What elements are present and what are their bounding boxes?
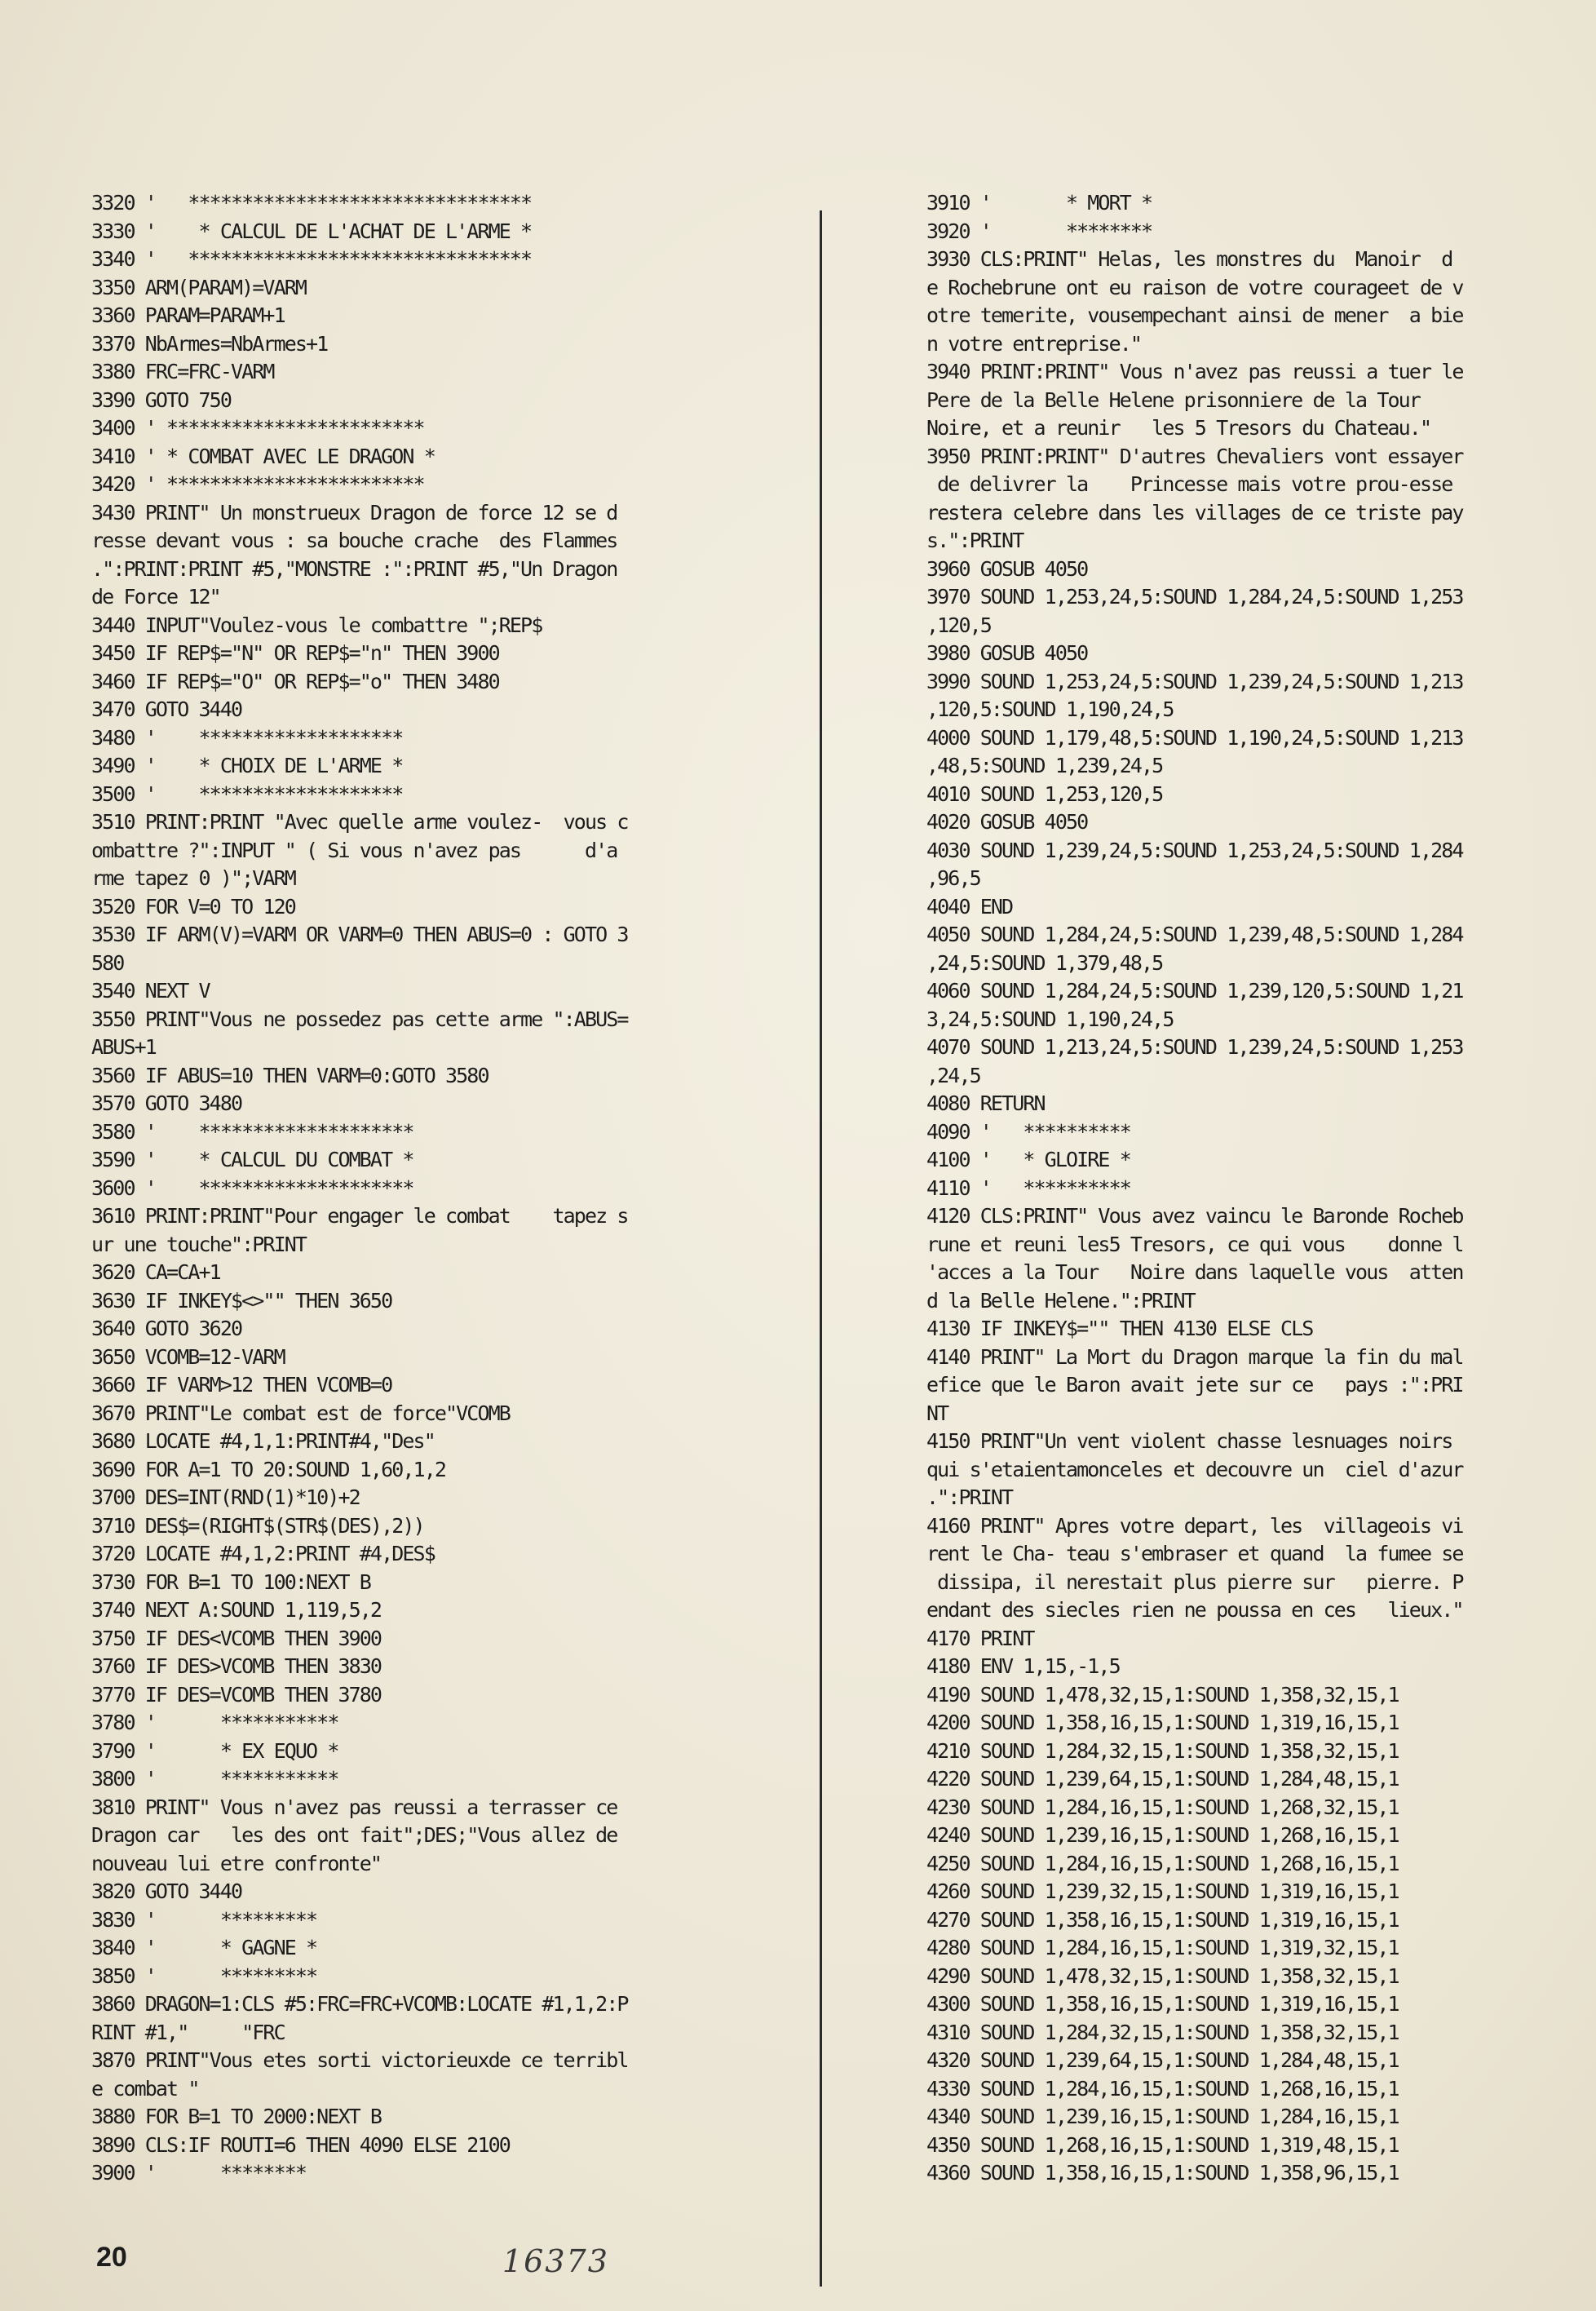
listing-line: nouveau lui etre confronte" <box>91 1851 382 1875</box>
listing-line: 4100 ' * GLOIRE * <box>926 1148 1130 1171</box>
listing-line: 'acces a la Tour Noire dans laquelle vous atten <box>926 1260 1463 1284</box>
listing-line: endant des siecles rien ne poussa en ces lieux." <box>926 1598 1463 1622</box>
listing-line: ur une touche":PRINT <box>91 1232 307 1256</box>
page-number: 20 <box>96 2242 127 2273</box>
listing-line: 4190 SOUND 1,478,32,15,1:SOUND 1,358,32,15,1 <box>926 1682 1399 1707</box>
listing-line: 4000 SOUND 1,179,48,5:SOUND 1,190,24,5:SOUND 1,213 <box>926 725 1463 750</box>
listing-line: 3750 IF DES<VCOMB THEN 3900 <box>91 1626 382 1650</box>
listing-line: 3520 FOR V=0 TO 120 <box>91 894 295 919</box>
listing-line: 3900 ' ******** <box>91 2161 307 2185</box>
listing-line: 3890 CLS:IF ROUTI=6 THEN 4090 ELSE 2100 <box>91 2132 510 2157</box>
listing-line: 3370 NbArmes=NbArmes+1 <box>91 331 328 356</box>
listing-line: 3540 NEXT V <box>91 979 210 1003</box>
listing-line: 4360 SOUND 1,358,16,15,1:SOUND 1,358,96,15,1 <box>926 2161 1399 2185</box>
listing-line: 4130 IF INKEY$="" THEN 4130 ELSE CLS <box>926 1317 1313 1340</box>
listing-line: 3450 IF REP$="N" OR REP$="n" THEN 3900 <box>91 641 499 665</box>
listing-line: ,120,5:SOUND 1,190,24,5 <box>926 697 1174 721</box>
listing-line: 3510 PRINT:PRINT "Avec quelle arme voulez- vous c <box>91 810 628 834</box>
listing-line: 4060 SOUND 1,284,24,5:SOUND 1,239,120,5:SOUND 1,21 <box>926 979 1463 1003</box>
listing-line: ABUS+1 <box>91 1035 156 1059</box>
listing-line: 4340 SOUND 1,239,16,15,1:SOUND 1,284,16,15,1 <box>926 2105 1399 2128</box>
listing-line: 4070 SOUND 1,213,24,5:SOUND 1,239,24,5:SOUND 1,253 <box>926 1035 1463 1059</box>
listing-line: 3470 GOTO 3440 <box>91 697 242 721</box>
listing-line: e combat " <box>91 2076 199 2101</box>
listing-line: 4310 SOUND 1,284,32,15,1:SOUND 1,358,32,15,1 <box>926 2020 1399 2044</box>
listing-line: de delivrer la Princesse mais votre prou-esse <box>926 472 1452 496</box>
listing-line: 3570 GOTO 3480 <box>91 1091 242 1115</box>
listing-line: 4230 SOUND 1,284,16,15,1:SOUND 1,268,32,15,1 <box>926 1795 1399 1819</box>
listing-line: 3400 ' ************************ <box>91 416 424 440</box>
listing-line: de Force 12" <box>91 585 220 609</box>
listing-line: 4270 SOUND 1,358,16,15,1:SOUND 1,319,16,15,1 <box>926 1907 1399 1932</box>
listing-line: 3,24,5:SOUND 1,190,24,5 <box>926 1007 1174 1031</box>
listing-line: 3930 CLS:PRINT" Helas, les monstres du Manoir d <box>926 247 1452 271</box>
listing-line: 3780 ' *********** <box>91 1711 338 1734</box>
listing-line: resse devant vous : sa bouche crache des Flammes <box>91 529 617 552</box>
listing-line: qui s'etaientamonceles et decouvre un ciel d'azur <box>926 1457 1463 1481</box>
listing-line: 4280 SOUND 1,284,16,15,1:SOUND 1,319,32,15,1 <box>926 1936 1399 1959</box>
listing-line: RINT #1," "FRC <box>91 2020 285 2044</box>
listing-line: 3460 IF REP$="O" OR REP$="o" THEN 3480 <box>91 669 499 693</box>
listing-line: 3320 ' ******************************** <box>91 191 532 215</box>
listing-line: ,48,5:SOUND 1,239,24,5 <box>926 754 1163 777</box>
listing-line: 3850 ' ********* <box>91 1963 317 1988</box>
listing-line: 3960 GOSUB 4050 <box>926 556 1088 581</box>
handwritten-annotation: 16373 <box>502 2243 609 2279</box>
listing-line: 3950 PRINT:PRINT" D'autres Chevaliers vont essayer <box>926 444 1463 468</box>
listing-line: 4140 PRINT" La Mort du Dragon marque la fin du mal <box>926 1344 1463 1369</box>
listing-line: 3430 PRINT" Un monstrueux Dragon de force 12 se d <box>91 500 617 525</box>
listing-line: rent le Cha- teau s'embraser et quand la fumee se <box>926 1542 1463 1565</box>
listing-line: 3500 ' ******************* <box>91 781 403 806</box>
listing-line: 580 <box>91 950 124 975</box>
listing-line: 4240 SOUND 1,239,16,15,1:SOUND 1,268,16,15,1 <box>926 1823 1399 1847</box>
listing-line: ,24,5 <box>926 1063 980 1087</box>
listing-line: dissipa, il nerestait plus pierre sur pierre. P <box>926 1569 1463 1594</box>
listing-line: 3720 LOCATE #4,1,2:PRINT #4,DES$ <box>91 1542 435 1565</box>
listing-line: 4320 SOUND 1,239,64,15,1:SOUND 1,284,48,15,1 <box>926 2048 1399 2072</box>
listing-line: 3340 ' ******************************** <box>91 247 532 271</box>
listing-line: 3810 PRINT" Vous n'avez pas reussi a terrasser ce <box>91 1795 617 1819</box>
listing-line: 3730 FOR B=1 TO 100:NEXT B <box>91 1569 370 1594</box>
listing-line: 4200 SOUND 1,358,16,15,1:SOUND 1,319,16,15,1 <box>926 1711 1399 1734</box>
listing-line: Noire, et a reunir les 5 Tresors du Chateau." <box>926 416 1431 440</box>
listing-line: ,120,5 <box>926 613 991 637</box>
listing-line: 4020 GOSUB 4050 <box>926 810 1088 834</box>
listing-line: Pere de la Belle Helene prisonniere de la Tour <box>926 387 1420 412</box>
listing-line: 4010 SOUND 1,253,120,5 <box>926 781 1163 806</box>
listing-line: 3630 IF INKEY$<>"" THEN 3650 <box>91 1288 392 1313</box>
listing-line: 3330 ' * CALCUL DE L'ACHAT DE L'ARME * <box>91 219 532 243</box>
listing-line: 3680 LOCATE #4,1,1:PRINT#4,"Des" <box>91 1429 435 1453</box>
listing-line: n votre entreprise." <box>926 331 1142 356</box>
listing-line: 3660 IF VARM>12 THEN VCOMB=0 <box>91 1373 392 1397</box>
listing-line: 4290 SOUND 1,478,32,15,1:SOUND 1,358,32,15,1 <box>926 1963 1399 1988</box>
listing-line: 3410 ' * COMBAT AVEC LE DRAGON * <box>91 444 435 468</box>
listing-line: 4030 SOUND 1,239,24,5:SOUND 1,253,24,5:SOUND 1,284 <box>926 838 1463 862</box>
listing-line: .":PRINT:PRINT #5,"MONSTRE :":PRINT #5,"Un Dragon <box>91 556 617 581</box>
listing-line: 4210 SOUND 1,284,32,15,1:SOUND 1,358,32,15,1 <box>926 1738 1399 1763</box>
listing-line: 3650 VCOMB=12-VARM <box>91 1344 285 1369</box>
listing-line: s.":PRINT <box>926 529 1023 552</box>
listing-line: 4080 RETURN <box>926 1091 1045 1115</box>
listing-line: 3970 SOUND 1,253,24,5:SOUND 1,284,24,5:SOUND 1,253 <box>926 585 1463 609</box>
listing-line: 4330 SOUND 1,284,16,15,1:SOUND 1,268,16,15,1 <box>926 2076 1399 2101</box>
listing-line: 3770 IF DES=VCOMB THEN 3780 <box>91 1682 382 1707</box>
listing-line: 3620 CA=CA+1 <box>91 1260 220 1284</box>
listing-line: 3980 GOSUB 4050 <box>926 641 1088 665</box>
listing-line: efice que le Baron avait jete sur ce pays :":PRI <box>926 1373 1463 1397</box>
listing-line: ,96,5 <box>926 866 980 890</box>
column-divider <box>820 210 822 2287</box>
listing-line: 4260 SOUND 1,239,32,15,1:SOUND 1,319,16,15,1 <box>926 1879 1399 1903</box>
listing-line: 3350 ARM(PARAM)=VARM <box>91 275 307 299</box>
listing-line: e Rochebrune ont eu raison de votre courageet de v <box>926 275 1463 299</box>
listing-line: 4180 ENV 1,15,-1,5 <box>926 1654 1120 1678</box>
listing-line: 4300 SOUND 1,358,16,15,1:SOUND 1,319,16,15,1 <box>926 1992 1399 2016</box>
listing-left-column <box>91 189 719 2188</box>
listing-line: 4110 ' ********** <box>926 1175 1130 1200</box>
listing-line: 4150 PRINT"Un vent violent chasse lesnuages noirs <box>926 1429 1452 1453</box>
listing-line: 4050 SOUND 1,284,24,5:SOUND 1,239,48,5:SOUND 1,284 <box>926 923 1463 946</box>
listing-line: 4040 END <box>926 894 1013 919</box>
listing-line: 3820 GOTO 3440 <box>91 1879 242 1903</box>
listing-line: 3910 ' * MORT * <box>926 191 1152 215</box>
listing-line: 3490 ' * CHOIX DE L'ARME * <box>91 754 403 777</box>
listing-line: 3600 ' ******************** <box>91 1175 413 1200</box>
listing-line: 3440 INPUT"Voulez-vous le combattre ";REP$ <box>91 613 542 637</box>
listing-line: 3710 DES$=(RIGHT$(STR$(DES),2)) <box>91 1513 424 1538</box>
listing-line: 3700 DES=INT(RND(1)*10)+2 <box>91 1485 360 1509</box>
listing-line: 3480 ' ******************* <box>91 725 403 750</box>
listing-line: 4170 PRINT <box>926 1626 1034 1650</box>
listing-line: 3940 PRINT:PRINT" Vous n'avez pas reussi a tuer le <box>926 360 1463 383</box>
listing-line: 4220 SOUND 1,239,64,15,1:SOUND 1,284,48,15,1 <box>926 1767 1399 1791</box>
listing-line: 3530 IF ARM(V)=VARM OR VARM=0 THEN ABUS=0 : GOTO 3 <box>91 923 628 946</box>
listing-line: NT <box>926 1401 948 1425</box>
listing-line: 4090 ' ********** <box>926 1119 1130 1144</box>
listing-line: rme tapez 0 )";VARM <box>91 866 295 890</box>
listing-line: 3640 GOTO 3620 <box>91 1317 242 1340</box>
listing-line: ,24,5:SOUND 1,379,48,5 <box>926 950 1163 975</box>
listing-line: 3610 PRINT:PRINT"Pour engager le combat tapez s <box>91 1204 628 1228</box>
listing-line: 3830 ' ********* <box>91 1907 317 1932</box>
listing-line: 3870 PRINT"Vous etes sorti victorieuxde ce terribl <box>91 2048 628 2072</box>
listing-right-column <box>926 189 1558 2188</box>
listing-line: 3390 GOTO 750 <box>91 387 231 412</box>
listing-line: 3360 PARAM=PARAM+1 <box>91 303 285 327</box>
listing-line: 3920 ' ******** <box>926 219 1152 243</box>
listing-line: 3550 PRINT"Vous ne possedez pas cette arme ":ABUS= <box>91 1007 628 1031</box>
listing-line: 3860 DRAGON=1:CLS #5:FRC=FRC+VCOMB:LOCATE #1,1,2:P <box>91 1992 628 2016</box>
listing-line: 3590 ' * CALCUL DU COMBAT * <box>91 1148 413 1171</box>
listing-line: 4250 SOUND 1,284,16,15,1:SOUND 1,268,16,15,1 <box>926 1851 1399 1875</box>
listing-line: 3760 IF DES>VCOMB THEN 3830 <box>91 1654 382 1678</box>
listing-line: 3740 NEXT A:SOUND 1,119,5,2 <box>91 1598 382 1622</box>
listing-line: rune et reuni les5 Tresors, ce qui vous donne l <box>926 1232 1463 1256</box>
listing-line: .":PRINT <box>926 1485 1013 1509</box>
listing-line: 3690 FOR A=1 TO 20:SOUND 1,60,1,2 <box>91 1457 445 1481</box>
listing-line: 3380 FRC=FRC-VARM <box>91 360 274 383</box>
listing-line: Dragon car les des ont fait";DES;"Vous allez de <box>91 1823 617 1847</box>
listing-line: d la Belle Helene.":PRINT <box>926 1288 1195 1313</box>
listing-line: 3840 ' * GAGNE * <box>91 1936 317 1959</box>
listing-line: 3880 FOR B=1 TO 2000:NEXT B <box>91 2105 382 2128</box>
listing-line: 3790 ' * EX EQUO * <box>91 1738 338 1763</box>
listing-line: 4350 SOUND 1,268,16,15,1:SOUND 1,319,48,15,1 <box>926 2132 1399 2157</box>
listing-line: 3990 SOUND 1,253,24,5:SOUND 1,239,24,5:SOUND 1,213 <box>926 669 1463 693</box>
listing-line: 3800 ' *********** <box>91 1767 338 1791</box>
listing-line: 3580 ' ******************** <box>91 1119 413 1144</box>
listing-line: restera celebre dans les villages de ce triste pay <box>926 500 1463 525</box>
listing-line: otre temerite, vousempechant ainsi de mener a bie <box>926 303 1463 327</box>
listing-line: ombattre ?":INPUT " ( Si vous n'avez pas d'a <box>91 838 617 862</box>
listing-line: 4120 CLS:PRINT" Vous avez vaincu le Baronde Rocheb <box>926 1204 1463 1228</box>
listing-line: 3560 IF ABUS=10 THEN VARM=0:GOTO 3580 <box>91 1063 489 1087</box>
listing-line: 3420 ' ************************ <box>91 472 424 496</box>
listing-line: 4160 PRINT" Apres votre depart, les villageois vi <box>926 1513 1463 1538</box>
listing-line: 3670 PRINT"Le combat est de force"VCOMB <box>91 1401 510 1425</box>
